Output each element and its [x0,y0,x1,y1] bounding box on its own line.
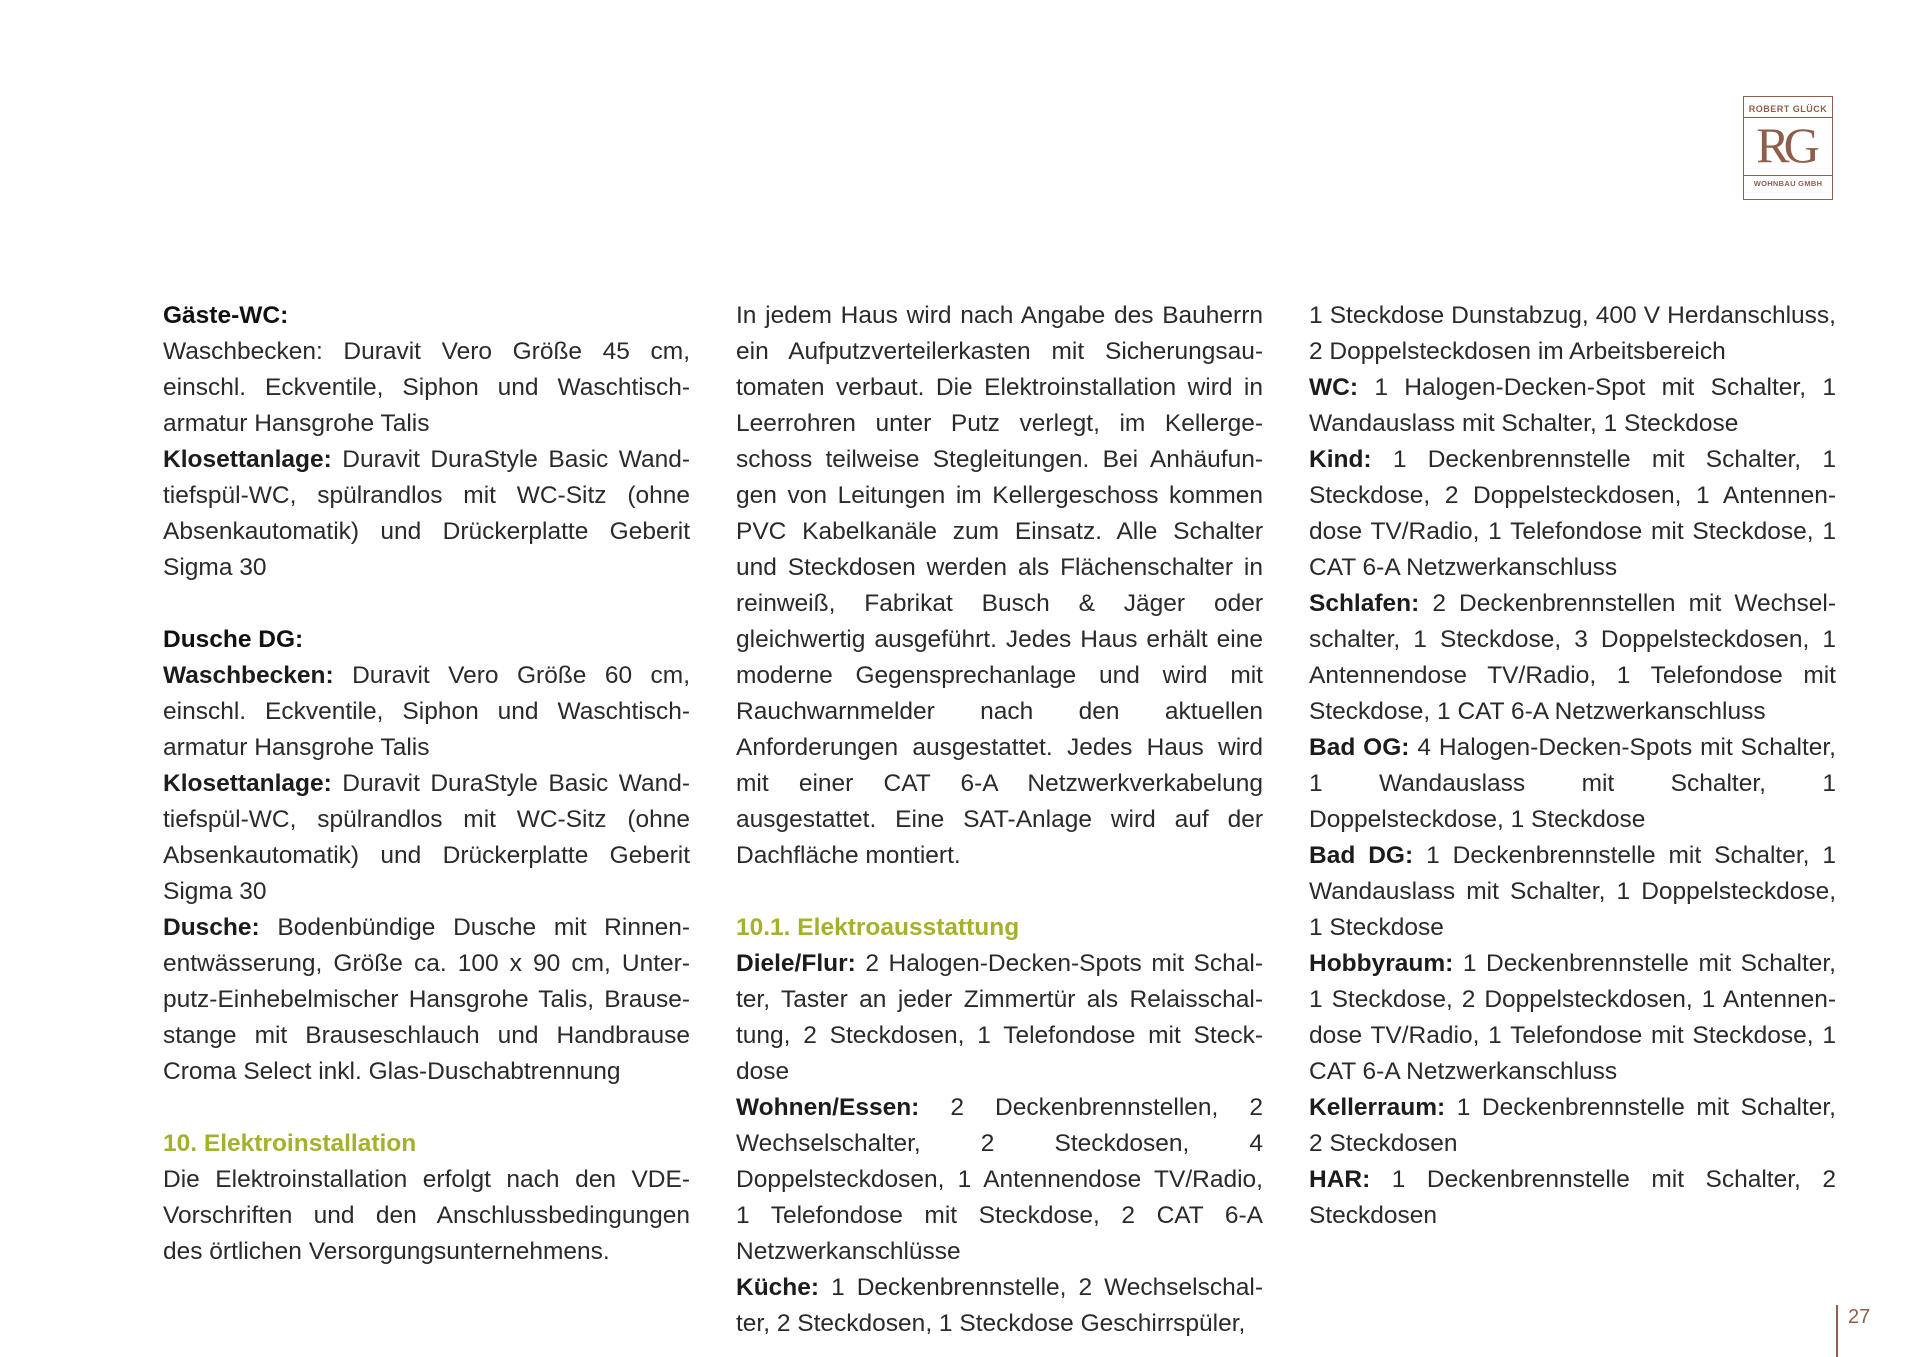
logo-bottom-text: WOHNBAU GMBH [1753,179,1823,188]
text-column-3 [1309,298,1836,1234]
wohnen-paragraph [736,1090,1263,1270]
bad-og-paragraph [1309,730,1836,838]
wc-text: 1 Halogen-Decken-Spot mit Schalter, 1 Wandauslass mit Schalter, 1 Steckdose [1309,374,1836,437]
kind-label: Kind: [1309,446,1372,473]
dusche-dg-heading-text: Dusche DG: [163,626,304,653]
schlafen-text: 2 Deckenbrennstellen mit Wechselschalter, 1 Steckdose, 3 Doppelsteckdosen, 1 Antennendose TV/Radio, 1 Telefondose mit Steckdose, 1 CAT 6-A Netzwerkanschluss [1309,590,1836,725]
gaeste-waschbecken-paragraph [163,334,690,442]
kellerraum-label: Kellerraum: [1309,1094,1446,1121]
kueche-continued-paragraph [1309,298,1836,370]
kellerraum-text: 1 Deckenbrennstelle mit Schalter, 2 Steckdosen [1309,1094,1836,1157]
wohnen-text: 2 Deckenbrennstellen, 2 Wechselschalter, 2 Steckdosen, 4 Doppelsteckdosen, 1 Antennendose TV/Radio, 1 Telefondose mit Steckdose, 2 CAT 6-A Netzwerkanschlüsse [736,1094,1263,1265]
schlafen-paragraph [1309,586,1836,730]
elektro-paragraph [163,1162,690,1270]
elektroausstattung-heading [736,910,1263,946]
logo-top-text: ROBERT GLÜCK [1748,104,1828,114]
bad-og-label: Bad OG: [1309,734,1410,761]
kueche-text: 1 Deckenbrennstelle, 2 Wechselschalter, 2 Steckdosen, 1 Steckdose Geschirrspüler, [736,1274,1263,1337]
gaeste-klosett-text: Duravit DuraStyle Basic Wandtiefspül-WC, spülrandlos mit WC-Sitz (ohne Absenkautomatik) und Drückerplatte Geberit Sigma 30 [163,446,690,581]
text-column-1 [163,298,690,1270]
dusche-label: Dusche: [163,914,260,941]
gaeste-klosett-paragraph [163,442,690,586]
schlafen-label: Schlafen: [1309,590,1420,617]
kueche-label: Küche: [736,1274,820,1301]
hobbyraum-label: Hobbyraum: [1309,950,1454,977]
diele-label: Diele/Flur: [736,950,856,977]
dusche-waschbecken-label: Waschbecken: [163,662,334,689]
gaeste-waschbecken-text: Waschbecken: Duravit Vero Größe 45 cm, einschl. Eckventile, Siphon und Waschtischarmatur Hansgrohe Talis [163,338,690,437]
elektro-intro-paragraph [736,298,1263,874]
bad-dg-text: 1 Deckenbrennstelle mit Schalter, 1 Wandauslass mit Schalter, 1 Doppelsteckdose, 1 Steckdose [1309,842,1836,941]
dusche-klosett-label: Klosettanlage: [163,770,332,797]
kellerraum-paragraph [1309,1090,1836,1162]
har-paragraph [1309,1162,1836,1234]
dusche-paragraph [163,910,690,1090]
kueche-paragraph [736,1270,1263,1342]
elektro-text: Die Elektroinstallation erfolgt nach den VDE-Vorschriften und den Anschlussbedingungen des örtlichen Versorgungsunternehmens. [163,1166,690,1265]
dusche-text: Bodenbündige Dusche mit Rinnenentwässerung, Größe ca. 100 x 90 cm, Unterputz-Einhebelmischer Hansgrohe Talis, Brausestange mit Brauseschlauch und Handbrause Croma Select inkl. Glas-Duschabtrennung [163,914,690,1085]
har-text: 1 Deckenbrennstelle mit Schalter, 2 Steckdosen [1309,1166,1836,1229]
dusche-dg-heading [163,622,690,658]
dusche-waschbecken-paragraph [163,658,690,766]
bad-dg-paragraph [1309,838,1836,946]
wc-label: WC: [1309,374,1358,401]
dusche-klosett-text: Duravit DuraStyle Basic Wandtiefspül-WC, spülrandlos mit WC-Sitz (ohne Absenkautomatik) und Drückerplatte Geberit Sigma 30 [163,770,690,905]
wc-paragraph [1309,370,1836,442]
hobbyraum-paragraph [1309,946,1836,1090]
kind-text: 1 Deckenbrennstelle mit Schalter, 1 Steckdose, 2 Doppelsteckdosen, 1 Antennendose TV/Radio, 1 Telefondose mit Steckdose, 1 CAT 6-A Netzwerkanschluss [1309,446,1836,581]
page-number-divider [1836,1305,1838,1357]
diele-paragraph [736,946,1263,1090]
logo-rule-bottom [1744,175,1832,176]
wohnen-label: Wohnen/Essen: [736,1094,920,1121]
bad-dg-label: Bad DG: [1309,842,1414,869]
elektro-heading-text: 10. Elektroinstallation [163,1130,417,1157]
gaeste-wc-heading-text: Gäste-WC: [163,302,289,329]
dusche-waschbecken-text: Duravit Vero Größe 60 cm, einschl. Eckventile, Siphon und Waschtischarmatur Hansgrohe Talis [163,662,690,761]
logo-monogram: RG [1756,117,1814,173]
hobbyraum-text: 1 Deckenbrennstelle mit Schalter, 1 Steckdose, 2 Doppelsteckdosen, 1 Antennendose TV/Radio, 1 Telefondose mit Steckdose, 1 CAT 6-A Netzwerkanschluss [1309,950,1836,1085]
diele-text: 2 Halogen-Decken-Spots mit Schalter, Taster an jeder Zimmertür als Relaisschaltung, 2 Steckdosen, 1 Telefondose mit Steckdose [736,950,1263,1085]
elektro-heading [163,1126,690,1162]
har-label: HAR: [1309,1166,1371,1193]
text-column-2 [736,298,1263,1342]
dusche-klosett-paragraph [163,766,690,910]
gaeste-klosett-label: Klosettanlage: [163,446,332,473]
gaeste-wc-heading [163,298,690,334]
company-logo [1743,96,1833,200]
kueche-continued-text: 1 Steckdose Dunstabzug, 400 V Herdanschluss, 2 Doppelsteckdosen im Arbeitsbereich [1309,302,1836,365]
page-number: 27 [1848,1306,1871,1328]
elektro-intro-text: In jedem Haus wird nach Angabe des Bauherrn ein Aufputzverteilerkasten mit Sicherungsautomaten verbaut. Die Elektroinstallation wird in Leerrohren unter Putz verlegt, im Kellergeschoss teilweise Stegleitungen. Bei Anhäufungen von Leitungen im Kellergeschoss kommen PVC Kabelkanäle zum Einsatz. Alle Schalter und Steckdosen werden als Flächenschalter in reinweiß, Fabrikat Busch & Jäger oder gleichwertig ausgeführt. Jedes Haus erhält eine moderne Gegensprechanlage und wird mit Rauchwarnmelder nach den aktuellen Anforderungen ausgestattet. Jedes Haus wird mit einer CAT 6-A Netzwerkverkabelung ausgestattet. Eine SAT-Anlage wird auf der Dachfläche montiert. [736,302,1263,869]
elektroausstattung-heading-text: 10.1. Elektroausstattung [736,914,1020,941]
kind-paragraph [1309,442,1836,586]
bad-og-text: 4 Halogen-Decken-Spots mit Schalter, 1 Wandauslass mit Schalter, 1 Doppelsteckdose, 1 Steckdose [1309,734,1836,833]
